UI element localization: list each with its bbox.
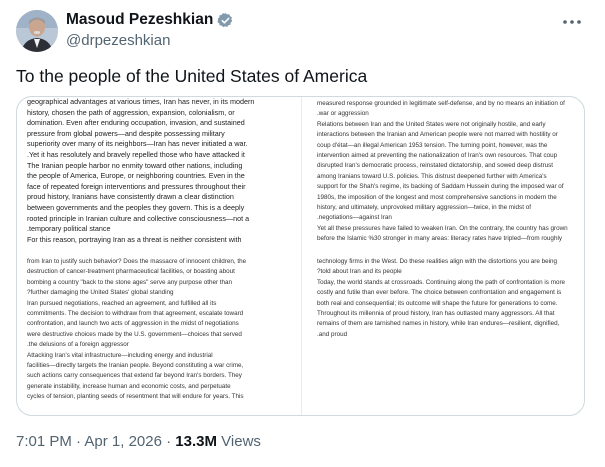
letter-pages [17, 97, 584, 415]
letter-line: both real and consequential; its outcome will shape the future for generations to come. [317, 299, 558, 307]
letter-line: from Iran to justify such behavior? Does the massacre of innocent children, the [27, 258, 247, 265]
letter-line: ?told about Iran and its people [317, 268, 402, 276]
letter-line: measured response grounded in legitimate self-defense, and by no means an initiation of [317, 100, 565, 107]
letter-line: For this reason, portraying Iran as a threat is neither consistent with [27, 234, 242, 244]
letter-line: Today, the world stands at crossroads. Continuing along the path of confrontation is more [317, 278, 566, 286]
tweet-media-image[interactable] [16, 96, 585, 416]
letter-line: Iran pursued negotiations, reached an agreement, and fulfilled all its [27, 299, 217, 307]
letter-line: among Iranians toward U.S. policies. This distrust deepened further with America's [317, 172, 547, 180]
letter-line: commitments. The decision to withdraw from that agreement, escalate toward [27, 310, 244, 318]
letter-line: cycles of tension, planting seeds of resentment that will endure for years. This [27, 393, 244, 401]
letter-line: such actions carry consequences that extend far beyond Iran's borders. They [27, 372, 242, 380]
author-name-row [66, 11, 234, 29]
letter-line: face of repeated foreign interventions and pressures throughout their [27, 181, 246, 191]
letter-line: history, chosen the path of aggression, expansion, colonialism, or [27, 107, 235, 117]
views-label: Views [217, 433, 261, 450]
letter-line: The Iranian people harbor no enmity toward other nations, including [27, 160, 243, 170]
letter-line: Relations between Iran and the United States were not originally hostile, and early [317, 120, 546, 128]
letter-line: remains of them are tarnished names in history, while Iran endures—resilient, dignified, [317, 320, 560, 328]
letter-page-top-right [317, 99, 577, 255]
letter-line: history, and ultimately, unprovoked military aggression—twice, in the midst of [317, 204, 531, 212]
letter-line: .negotiations—against Iran [317, 214, 392, 222]
letter-line: bombing a country "back to the stone ages" serve any purpose other than [27, 278, 233, 286]
letter-page-bottom-left [27, 257, 295, 413]
letter-line: rooted principle in Iranian culture and collective consciousness—not a [27, 213, 250, 223]
letter-line: 1980s, the imposition of the longest and most comprehensive sanctions in modern the [317, 193, 557, 201]
meta-separator: · [161, 433, 176, 450]
letter-line: confrontation, and launch two acts of aggression in the midst of negotiations [27, 320, 239, 328]
tweet-text: To the people of the United States of America [16, 66, 368, 86]
letter-line: geographical advantages at various times, Iran has never, in its modern [27, 97, 255, 106]
letter-line: ?further damaging the United States' global standing [27, 289, 174, 297]
letter-line: were destructive choices made by the U.S. government—choices that served [27, 330, 242, 338]
letter-line: .the delusions of a foreign aggressor [27, 341, 129, 349]
meta-separator: · [71, 433, 85, 450]
author-name[interactable]: Masoud Pezeshkian [66, 11, 214, 28]
views-count: 13.3M [175, 433, 217, 450]
letter-line: .Yet it has resolutely and bravely repelled those who have attacked it [27, 149, 245, 159]
avatar[interactable] [16, 10, 58, 52]
tweet-time[interactable]: 7:01 PM [16, 433, 72, 450]
avatar-portrait [16, 10, 58, 52]
letter-line: between governments and the peoples they govern. This is a deeply [27, 202, 245, 212]
tweet-date[interactable]: Apr 1, 2026 [84, 433, 162, 450]
letter-line: domination. Even after enduring occupation, invasion, and sustained [27, 118, 245, 128]
letter-line: Throughout its millennia of proud history, Iran has outlasted many aggressors. All that [317, 310, 555, 318]
more-options-icon[interactable] [560, 12, 584, 32]
letter-line: .war or aggression [317, 110, 369, 118]
letter-line: costly and futile than ever before. The choice between confrontation and engagement is [317, 289, 562, 297]
page-divider [301, 97, 302, 415]
letter-line: before the Islamic %30 stronger in many areas: literacy rates have tripled—from roughly [317, 235, 562, 243]
letter-line: Yet all these pressures have failed to weaken Iran. On the contrary, the country has grown [317, 224, 568, 232]
letter-line: proud history, Iranians have consistently drawn a clear distinction [27, 192, 234, 202]
letter-page-top-left [27, 97, 295, 255]
letter-line: interactions between the Iranian and American people were not marred with hostility or [317, 131, 558, 139]
letter-line: technology firms in the West. Do these realities align with the distortions you are being [317, 258, 557, 265]
letter-line: intervention aimed at preventing the nationalization of Iran's own resources. That coup [317, 152, 558, 160]
letter-line: the people of America, Europe, or neighboring countries. Even in the [27, 171, 245, 181]
author-handle[interactable]: @drpezeshkian [66, 32, 171, 49]
verified-badge-icon [217, 12, 234, 29]
tweet-meta [16, 433, 261, 450]
letter-line: disrupted Iran's democratic process, reinstated dictatorship, and sowed deep distrust [317, 162, 554, 170]
letter-line: .temporary political stance [27, 224, 111, 234]
letter-line: coup d'état—an illegal American 1953 tension. The turning point, however, was the [317, 141, 548, 149]
letter-line: generate instability, increase human and economic costs, and perpetuate [27, 382, 231, 390]
letter-line: .and proud [317, 330, 348, 338]
letter-page-bottom-right [317, 257, 577, 413]
letter-line: pressure from global powers—and despite possessing military [27, 128, 225, 138]
letter-line: destruction of cancer-treatment pharmaceutical facilities, or boasting about [27, 268, 235, 276]
letter-line: superiority over many of its neighbors—Iran has never initiated a war. [27, 139, 248, 149]
letter-line: Attacking Iran's vital infrastructure—including energy and industrial [27, 351, 213, 359]
letter-line: support for the Shah's regime, its backing of Saddam Hussein during the imposed war of [317, 183, 564, 191]
letter-line: facilities—directly targets the Iranian people. Beyond constituting a war crime, [27, 362, 244, 370]
